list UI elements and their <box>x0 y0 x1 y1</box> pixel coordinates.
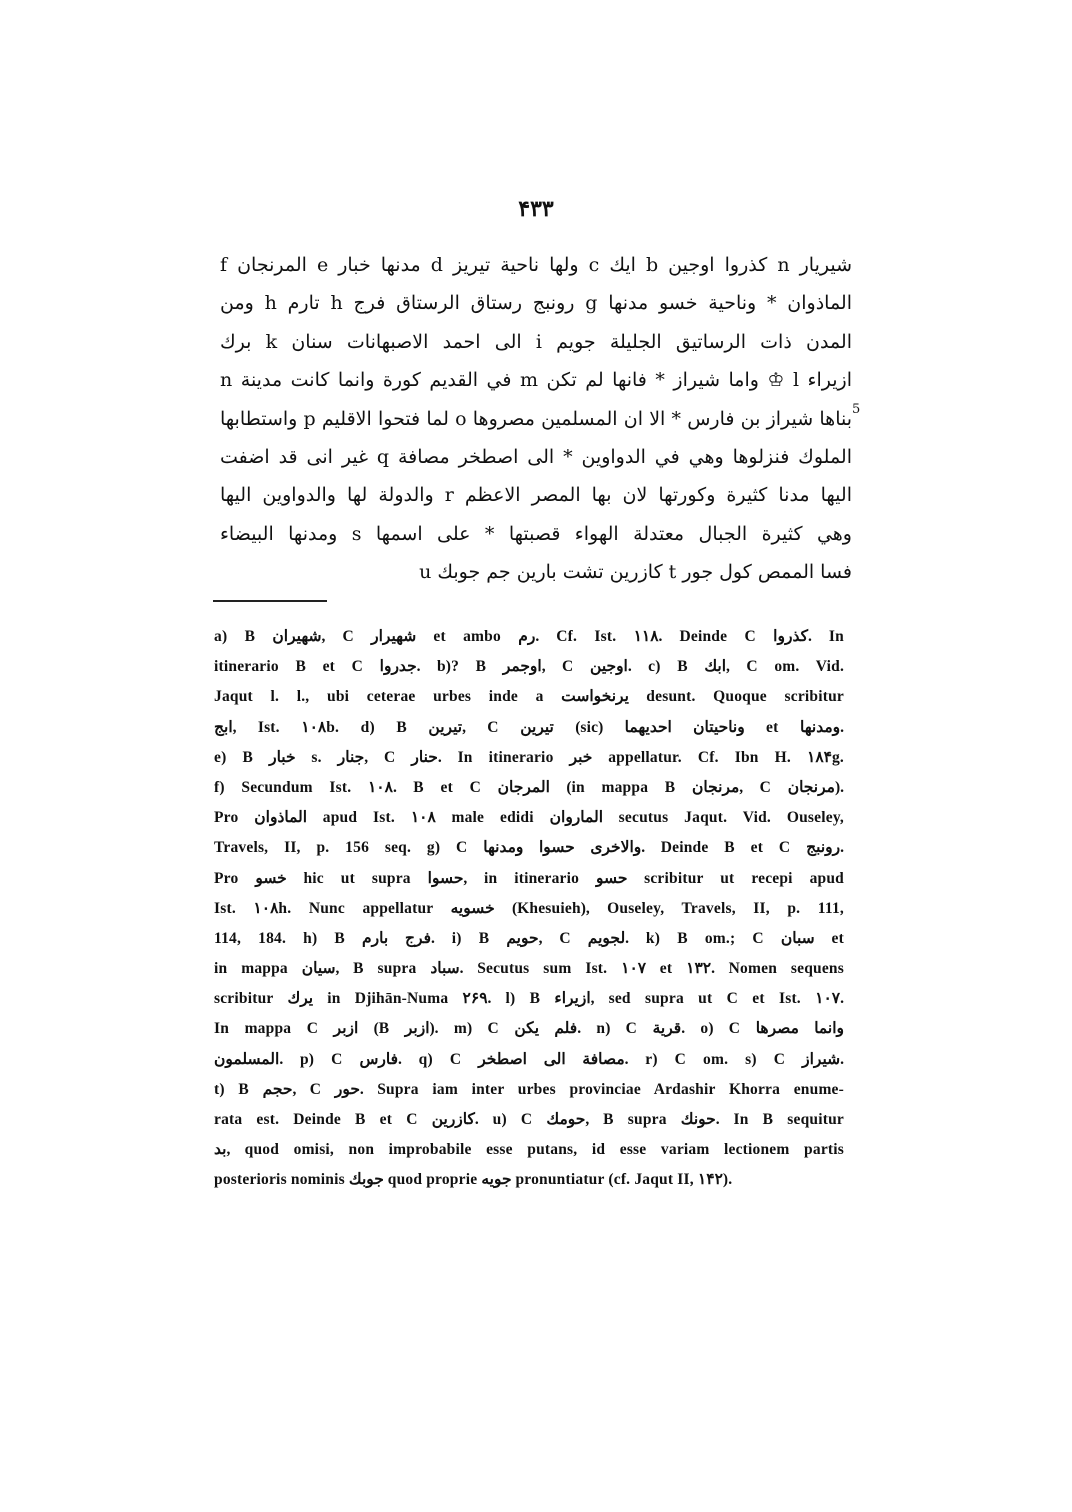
footnote-line: Pro الماذوان apud Ist. ۱۰۸ male edidi الماروان secutus Jaqut. Vid. Ouseley, <box>214 809 844 827</box>
footnote-line: e) B خبار s. جنار, C حنار. In itinerario خبر appellatur. Cf. Ibn H. ۱۸۴g. <box>214 748 844 766</box>
footnote-line: Jaqut l. l., ubi ceterae urbes inde a يرنخواست desunt. Quoque scribitur <box>214 688 844 706</box>
footnote-line: rata est. Deinde B et C كازرين. u) C حومك, B supra حونك. In B sequitur <box>214 1111 844 1128</box>
footnote-line: posterioris nominis جوبك quod proprie جويه pronuntiatur (cf. Jaqut II, ۱۴۲). <box>214 1171 733 1189</box>
footnote-line: Travels, II, p. 156 seq. g) C والاخرى حسوا ومدنها. Deinde B et C رونبج. <box>214 839 844 857</box>
footnote-line: f) Secundum Ist. ۱۰۸. B et C المرجان (in mappa B مرنجان, C مرنجان). <box>214 778 844 796</box>
arabic-text-line: وهي كثيرة الجبال معتدلة الهواء قصبتها * على اسمها s ومدنها البيضاء <box>220 522 852 545</box>
arabic-text-line: بناها شيراز بن فارس * الا ان المسلمين مصروها o لما فتحوا الاقليم p واستطابها <box>220 407 852 430</box>
arabic-text-line: اليها مدنا كثيرة وكورتها لان بها المصر الاعظم r والدولة لها والدواوين اليها <box>220 484 852 507</box>
footnote-line: scribitur يرك in Djihān-Numa ۲۶۹. l) B ازيراء, sed supra ut C et Ist. ۱۰۷. <box>214 990 844 1008</box>
footnote-line: In mappa C ازبر (B ازبر). m) C فلم يكن. n) C قرية. o) C وانما مصرها <box>214 1020 844 1038</box>
margin-line-marker: 5 <box>852 402 861 417</box>
footnote-divider <box>213 600 327 602</box>
footnote-line: a) B شهيران, C شهيرار et ambo رم. Cf. Ist. ۱۱۸. Deinde C كذروا. In <box>214 628 844 645</box>
arabic-text-line: فسا الممص كول جور t كازرين تشت بارين جم جوبك u <box>419 561 852 584</box>
page-number: ۴۳۳ <box>518 196 554 222</box>
footnote-line: Ist. ۱۰۸h. Nunc appellatur خسويه (Khesuieh), Ouseley, Travels, II, p. 111, <box>214 899 844 917</box>
arabic-text-line: الماذوان * وناحية خسو مدنها g رونبج رستاق الرستاق فرج h تارم h ومن <box>220 292 852 315</box>
footnote-line: in mappa سيان, B supra سباد. Secutus sum Ist. ۱۰۷ et ۱۳۲. Nomen sequens <box>214 960 844 978</box>
footnote-line: t) B حجم, C حور. Supra iam inter urbes provinciae Ardashir Khorra enume- <box>214 1080 844 1098</box>
arabic-text-line: شيريار n كذروا اوجين b ايك c ولها ناحية تيريز d مدنها خبار e المرنجان f <box>220 254 852 276</box>
footnote-line: itinerario B et C جدروا. b)? B اوجمر, C اوجين. c) B ابك, C om. Vid. <box>214 658 844 676</box>
footnote-line: بد, quod omisi, non improbabile esse putans, id esse variam lectionem partis <box>214 1141 844 1159</box>
footnote-line: المسلمون. p) C فارس. q) C مصافة الى اصطخر. r) C om. s) C شيراز. <box>214 1050 844 1068</box>
arabic-text-line: الملوك فنزلوها وهي في الدواوين * الى اصطخر مصافة q غير انى قد اضفت <box>220 445 852 468</box>
footnotes-block <box>214 622 844 1196</box>
footnote-line: ابج, Ist. ۱۰۸b. d) B تيرين, C تيرين (sic) وناحيتان احديهما et ومدنها. <box>214 718 844 736</box>
arabic-text-block <box>220 246 852 592</box>
arabic-text-line: المدن ذات الرساتيق الجليلة جويم i الى احمد الاصبهانات سنان k برك <box>220 330 852 353</box>
footnote-line: 114, 184. h) B فرج بارم. i) B حويم, C لجويم. k) B om.; C سبان et <box>214 929 844 947</box>
arabic-text-line: ازيراء l ♔ واما شيراز * فانها لم تكن m في القديم كورة وانما كانت مدينة n <box>220 369 852 392</box>
footnote-line: Pro خسو hic ut supra حسوا, in itinerario حسو scribitur ut recepi apud <box>214 869 844 887</box>
